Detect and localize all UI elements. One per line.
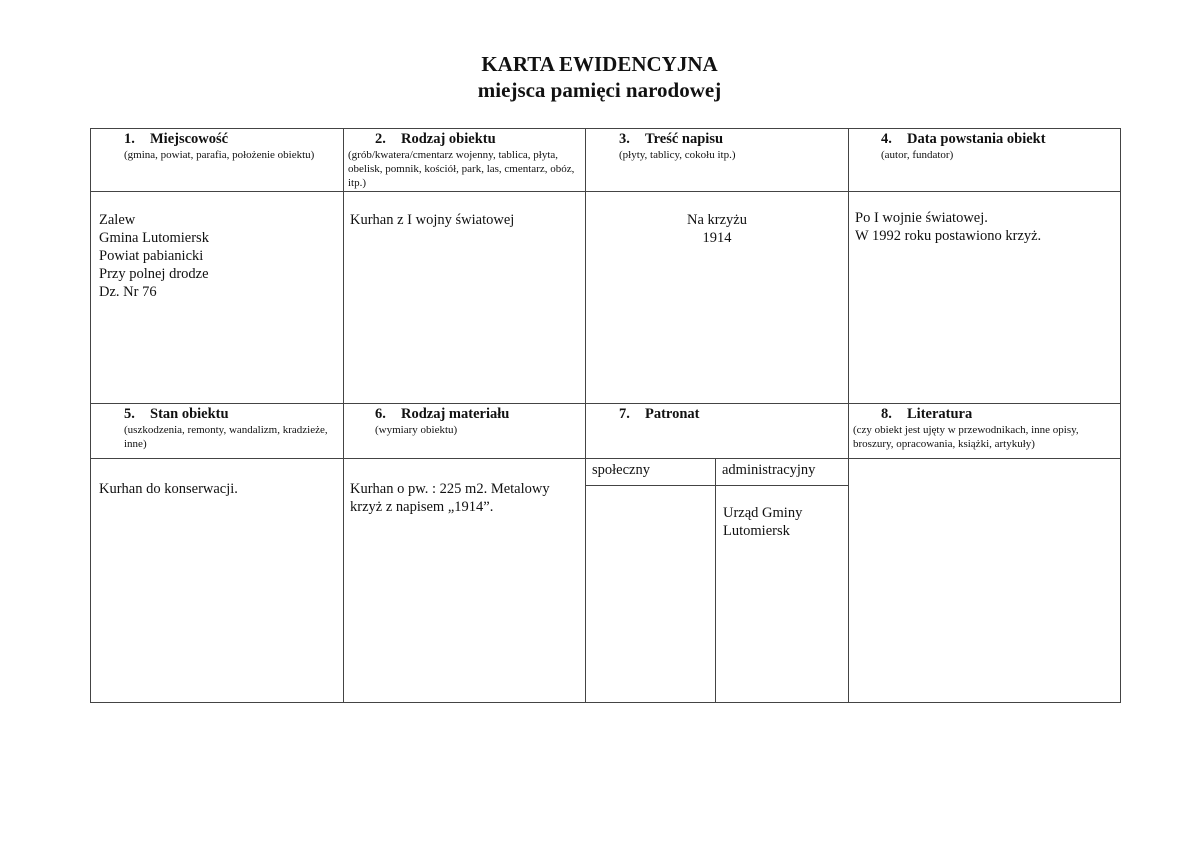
section-number: 3. [619,131,630,147]
content-line: Przy polnej drodze [99,266,209,282]
content-rodzaj-obiektu: Kurhan z I wojny światowej [350,212,515,228]
section-heading [348,131,578,148]
section-heading [348,406,578,423]
content-line: Gmina Lutomiersk [99,230,209,246]
header-rodzaj-obiektu [348,131,578,190]
content-line: Po I wojnie światowej. [855,210,988,226]
table-rule [343,128,344,703]
content-rodzaj-materialu: Kurhan o pw. : 225 m2. Metalowy krzyż z napisem „1914”. [350,481,550,515]
table-rule [90,702,1121,703]
section-heading [591,406,841,423]
section-label: Treść napisu [645,131,724,147]
table-rule [90,191,1121,192]
section-number: 2. [375,131,386,147]
table-rule [848,128,849,703]
section-label: Patronat [645,406,700,422]
section-heading [853,131,1113,148]
content-line: W 1992 roku postawiono krzyż. [855,228,1042,244]
content-line: Urząd Gminy [723,505,803,521]
content-line: 1914 [702,230,732,246]
section-number: 7. [619,406,630,422]
page-title: KARTA EWIDENCYJNA [481,52,718,76]
header-literatura [853,406,1118,451]
section-number: 4. [881,131,892,147]
section-label: Rodzaj obiektu [401,131,496,147]
header-stan-obiektu [124,406,339,451]
header-tresc-napisu [591,131,841,162]
section-number: 8. [881,406,892,422]
content-miejscowosc [99,211,209,301]
page-subtitle: miejsca pamięci narodowej [477,78,722,102]
table-rule [90,458,1121,459]
content-line: Dz. Nr 76 [99,284,157,300]
section-hint: (grób/kwatera/cmentarz wojenny, tablica, płyta, obelisk, pomnik, kościół, park, las, cmentarz, obóz, itp.) [348,149,575,189]
header-rodzaj-materialu [348,406,578,437]
header-data-powstania [853,131,1113,162]
content-line: Lutomiersk [723,523,790,539]
section-label: Literatura [907,406,973,422]
section-number: 6. [375,406,386,422]
content-data-powstania [855,209,1041,245]
section-heading [124,131,339,148]
content-line: Powiat pabianicki [99,248,204,264]
section-hint: (wymiary obiektu) [375,424,458,436]
section-heading [853,406,1118,423]
section-heading [124,406,339,423]
patronat-administracyjny-value [723,504,802,540]
content-tresc-napisu [586,211,848,247]
table-rule [90,403,1121,404]
header-miejscowosc [124,131,339,162]
section-hint: (płyty, tablicy, cokołu itp.) [619,149,736,161]
section-hint: (gmina, powiat, parafia, położenie obiektu) [124,149,315,161]
table-rule [90,128,91,703]
section-label: Data powstania obiekt [907,131,1046,147]
section-label: Stan obiektu [150,406,229,422]
section-number: 5. [124,406,135,422]
content-stan-obiektu: Kurhan do konserwacji. [99,481,238,497]
content-line: Zalew [99,212,136,228]
content-line: Na krzyżu [687,212,747,228]
section-hint: (autor, fundator) [881,149,954,161]
table-rule [90,128,1121,129]
section-number: 1. [124,131,135,147]
patronat-spoleczny-label: społeczny [592,462,650,478]
patronat-administracyjny-label: administracyjny [722,462,816,478]
table-rule [715,458,716,703]
section-hint: (uszkodzenia, remonty, wandalizm, kradzieże, inne) [124,424,328,450]
section-label: Miejscowość [150,131,229,147]
section-hint: (czy obiekt jest ujęty w przewodnikach, inne opisy, broszury, opracowania, książki, artykuły) [853,424,1079,450]
table-rule [585,485,848,486]
section-heading [591,131,841,148]
header-patronat [591,406,841,423]
section-label: Rodzaj materiału [401,406,510,422]
table-rule [1120,128,1121,703]
